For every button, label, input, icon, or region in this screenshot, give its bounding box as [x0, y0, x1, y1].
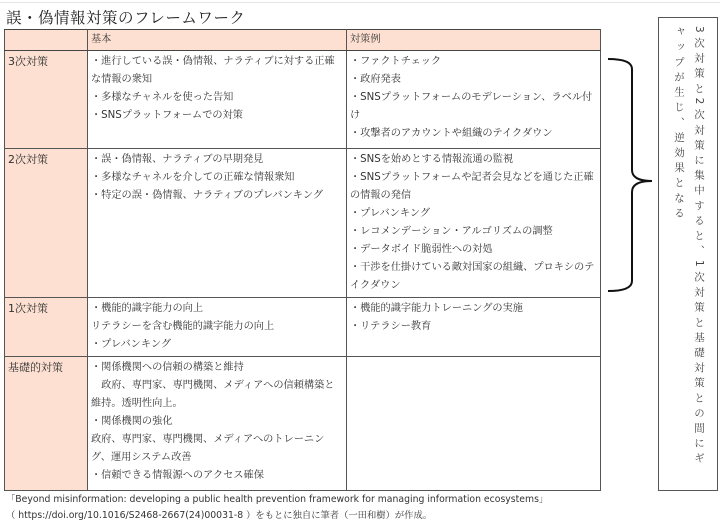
- list-item: ・SNSプラットフォームでの対策: [91, 110, 243, 121]
- examples-cell-empty: [347, 357, 601, 491]
- list-item: ・攻撃者のアカウントや組織のテイクダウン: [350, 128, 553, 139]
- page-title: 誤・偽情報対策のフレームワーク: [6, 9, 246, 27]
- caption-line-1: 「Beyond misinformation: developing a public health prevention framework for managing information ecosystems」: [6, 494, 549, 505]
- level-label: 1次対策: [5, 298, 88, 357]
- list-item: ・干渉を仕掛けている敵対国家の組織、プロキシのテイクダウン: [350, 262, 595, 291]
- examples-cell: [347, 51, 601, 149]
- framework-table: [4, 29, 601, 491]
- list-item: 政府、専門家、専門機関、メディアへの信頼構築と維持。透明性向上。: [91, 380, 335, 409]
- list-item: ・多様なチャネルを介しての正確な情報衆知: [91, 172, 295, 183]
- basic-cell: [88, 51, 347, 149]
- list-item: ・進行している誤・偽情報、ナラティブに対する正確な情報の衆知: [91, 56, 335, 85]
- side-note-text: 3次対策と2次対策に集中すると、1次対策と基礎対策との間にギャップが生じ、逆効果となる: [673, 26, 705, 468]
- header-basic: 基本: [88, 30, 347, 51]
- header-level: [5, 30, 88, 51]
- table-header-row: [5, 30, 601, 51]
- table-row-secondary: [5, 149, 601, 298]
- side-note-box: [658, 17, 718, 491]
- list-item: ・SNSプラットフォームや記者会見などを通じた正確の情報の発信: [350, 172, 594, 201]
- list-item: ・機能的識字能力の向上: [91, 303, 204, 314]
- list-item: ・特定の誤・偽情報、ナラティブのプレバンキング: [91, 190, 324, 201]
- list-item: ・SNSプラットフォームのモデレーション、ラベル付け: [350, 92, 593, 121]
- list-item: ・プレバンキング: [350, 208, 431, 219]
- list-item: 政府、専門家、専門機関、メディアへのトレーニング、運用システム改善: [91, 434, 325, 463]
- list-item: ・ファクトチェック: [350, 56, 442, 67]
- examples-cell: [347, 149, 601, 298]
- caption-line-2: （ https://doi.org/10.1016/S2468-2667(24)00031-8 ）をもとに独自に筆者（一田和樹）が作成。: [6, 510, 433, 521]
- list-item: ・レコメンデーション・アルゴリズムの調整: [350, 226, 553, 237]
- table-row-foundational: [5, 357, 601, 491]
- level-label: 3次対策: [5, 51, 88, 149]
- level-label: 基礎的対策: [5, 357, 88, 491]
- table-row-primary: [5, 298, 601, 357]
- examples-cell: [347, 298, 601, 357]
- level-label: 2次対策: [5, 149, 88, 298]
- list-item: ・プレバンキング: [91, 339, 172, 350]
- list-item: ・リテラシー教育: [350, 321, 432, 332]
- list-item: ・誤・偽情報、ナラティブの早期発見: [91, 154, 264, 165]
- list-item: ・政府発表: [350, 74, 401, 85]
- list-item: ・関係機関への信頼の構築と維持: [91, 362, 244, 373]
- header-examples: 対策例: [347, 30, 601, 51]
- list-item: ・多様なチャネルを使った告知: [91, 92, 234, 103]
- list-item: ・SNSを始めとする情報流通の監視: [350, 154, 514, 165]
- right-brace-icon: [604, 55, 654, 295]
- basic-cell: [88, 357, 347, 491]
- source-caption: [6, 492, 548, 524]
- top-divider: [0, 2, 720, 3]
- table-row-tertiary: [5, 51, 601, 149]
- list-item: ・信頼できる情報源へのアクセス確保: [91, 470, 264, 481]
- list-item: ・機能的識字能力トレーニングの実施: [350, 303, 523, 314]
- list-item: リテラシーを含む機能的識字能力の向上: [91, 321, 275, 332]
- list-item: ・データボイド脆弱性への対処: [350, 244, 493, 255]
- basic-cell: [88, 149, 347, 298]
- list-item: ・関係機関の強化: [91, 416, 173, 427]
- basic-cell: [88, 298, 347, 357]
